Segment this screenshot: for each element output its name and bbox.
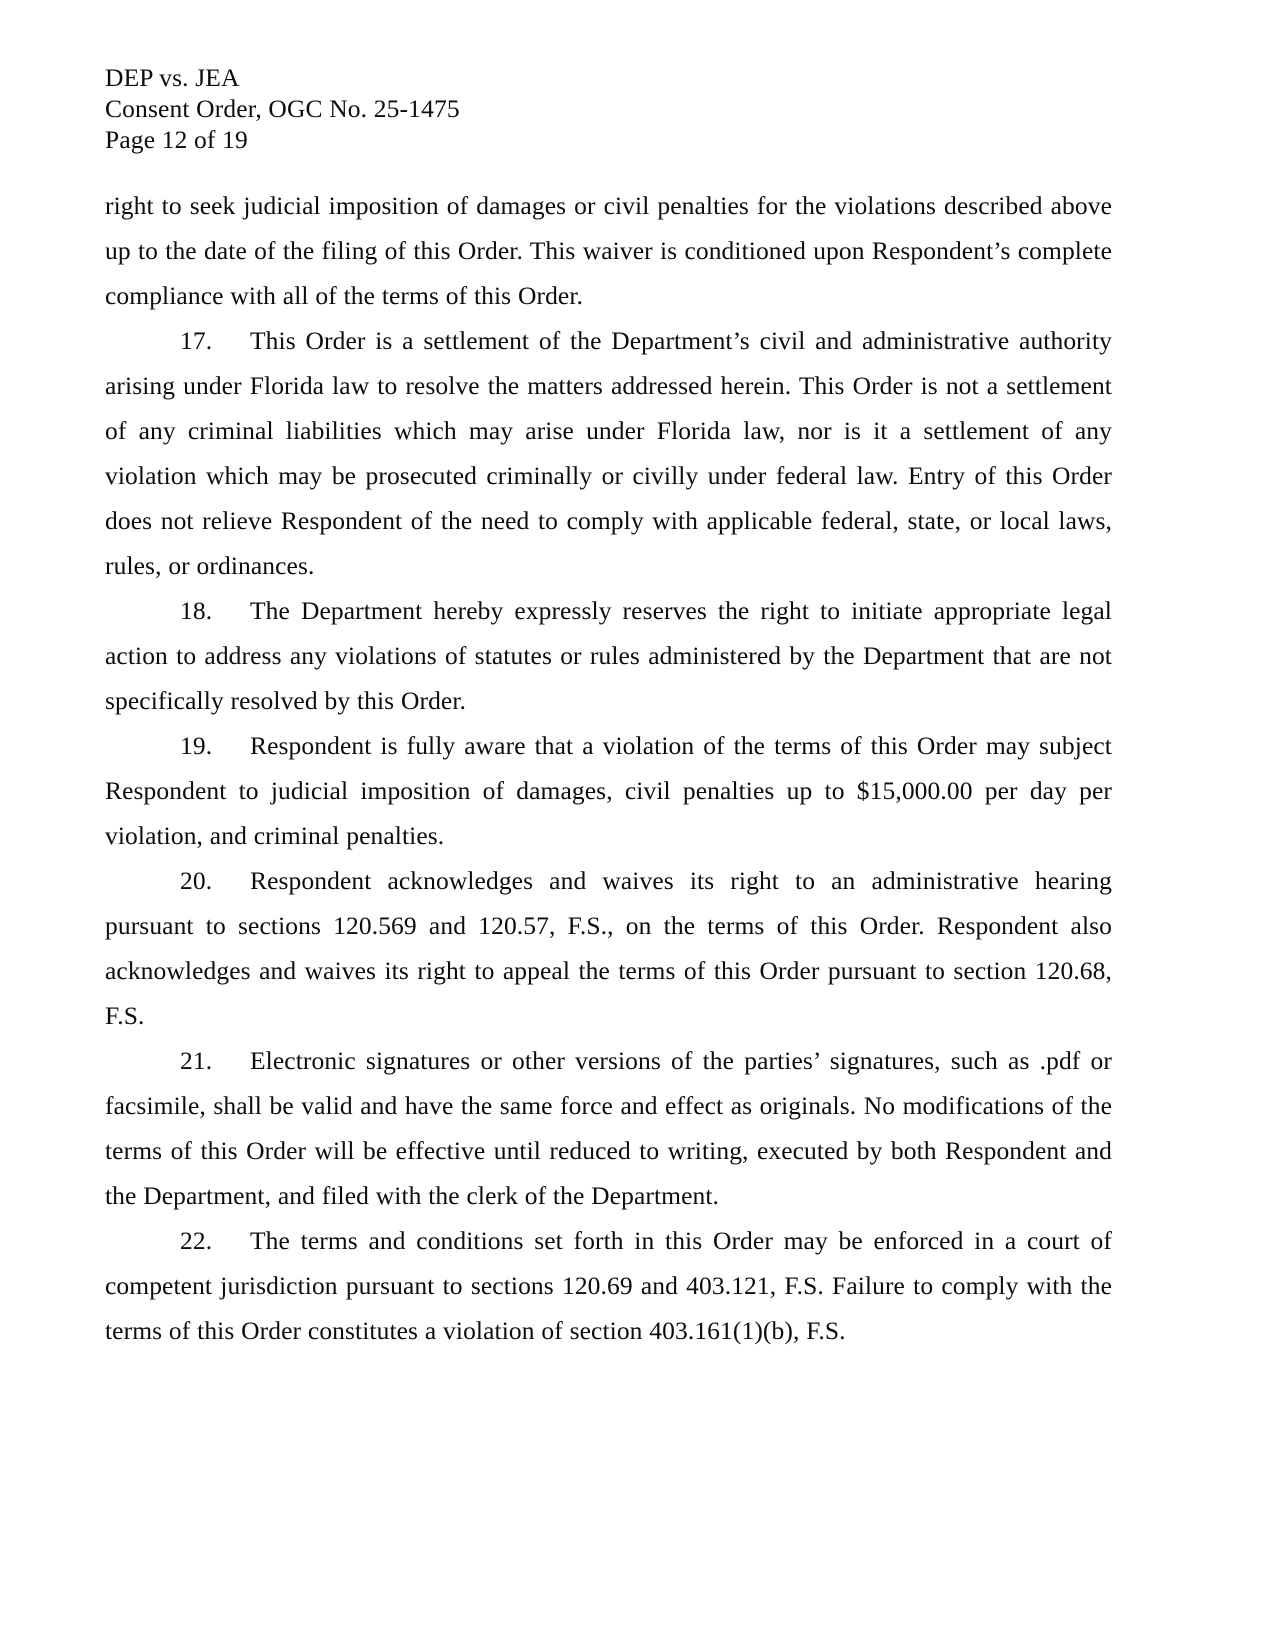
header-case-title: DEP vs. JEA: [105, 63, 240, 92]
paragraph-text: right to seek judicial imposition of damages or civil penalties for the violations described above up to the date of the filing of this Order. This waiver is conditioned upon Respondent’s complete compliance with all of the terms of this Order.: [105, 191, 1112, 310]
paragraph-19: [105, 723, 1112, 858]
document-body: [105, 183, 1112, 1353]
paragraph-number-20: 20.: [180, 866, 213, 895]
paragraph-continuation: [105, 183, 1112, 318]
paragraph-text: The Department hereby expressly reserves the right to initiate appropriate legal action to address any violations of statutes or rules administered by the Department that are not specifically resolved by this Order.: [105, 596, 1112, 715]
paragraph-21: [105, 1038, 1112, 1218]
paragraph-number-19: 19.: [180, 731, 213, 760]
paragraph-number-17: 17.: [180, 326, 213, 355]
paragraph-text: Respondent acknowledges and waives its right to an administrative hearing pursuant to sections 120.569 and 120.57, F.S., on the terms of this Order. Respondent also acknowledges and waives its right to appeal the terms of this Order pursuant to section 120.68, F.S.: [105, 866, 1112, 1030]
paragraph-number-18: 18.: [180, 596, 213, 625]
paragraph-text: The terms and conditions set forth in this Order may be enforced in a court of competent jurisdiction pursuant to sections 120.69 and 403.121, F.S. Failure to comply with the terms of this Order constitutes a violation of section 403.161(1)(b), F.S.: [105, 1226, 1112, 1345]
paragraph-text: This Order is a settlement of the Department’s civil and administrative authority arising under Florida law to resolve the matters addressed herein. This Order is not a settlement of any criminal liabilities which may arise under Florida law, nor is it a settlement of any violation which may be prosecuted criminally or civilly under federal law. Entry of this Order does not relieve Respondent of the need to comply with applicable federal, state, or local laws, rules, or ordinances.: [105, 326, 1112, 580]
paragraph-20: [105, 858, 1112, 1038]
page-header: [105, 62, 805, 155]
paragraph-number-21: 21.: [180, 1046, 213, 1075]
paragraph-text: Electronic signatures or other versions of the parties’ signatures, such as .pdf or facsimile, shall be valid and have the same force and effect as originals. No modifications of the terms of this Order will be effective until reduced to writing, executed by both Respondent and the Department, and filed with the clerk of the Department.: [105, 1046, 1112, 1210]
paragraph-18: [105, 588, 1112, 723]
paragraph-17: [105, 318, 1112, 588]
header-order-reference: Consent Order, OGC No. 25-1475: [105, 94, 460, 123]
paragraph-text: Respondent is fully aware that a violation of the terms of this Order may subject Respondent to judicial imposition of damages, civil penalties up to $15,000.00 per day per violation, and criminal penalties.: [105, 731, 1112, 850]
paragraph-22: [105, 1218, 1112, 1353]
header-page-number: Page 12 of 19: [105, 125, 248, 154]
paragraph-number-22: 22.: [180, 1226, 213, 1255]
